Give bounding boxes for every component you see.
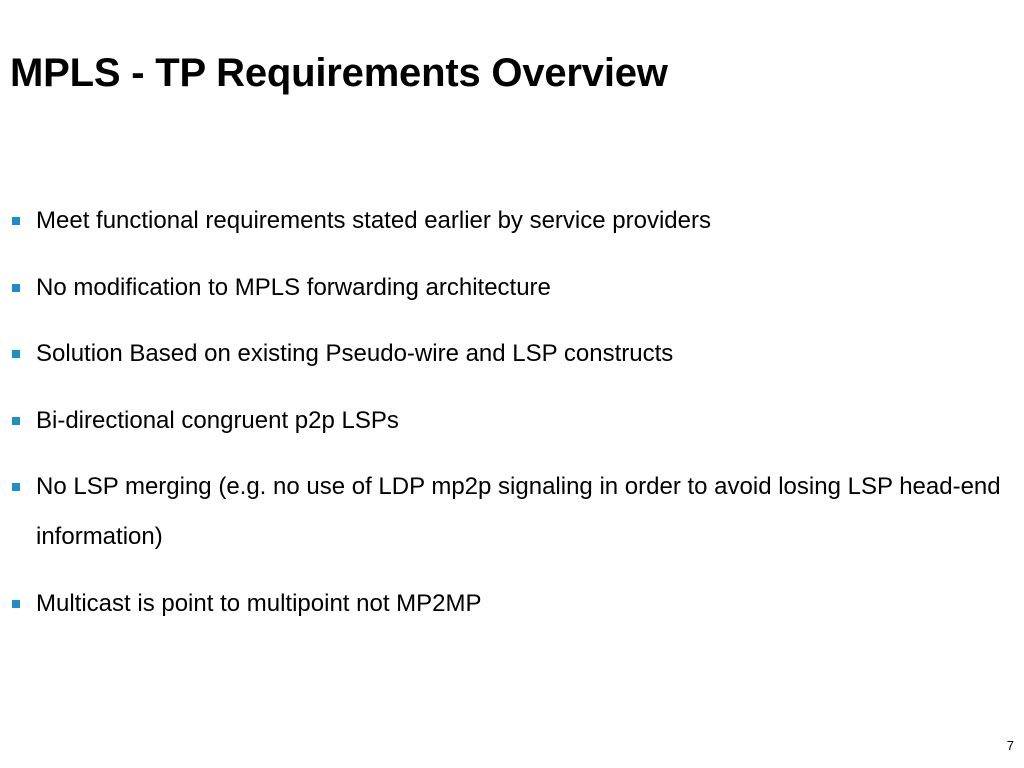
bullet-item bbox=[12, 263, 1007, 313]
bullet-item bbox=[12, 196, 1007, 246]
bullet-list bbox=[12, 196, 1007, 645]
bullet-item bbox=[12, 462, 1007, 562]
bullet-item bbox=[12, 329, 1007, 379]
square-bullet-icon bbox=[12, 284, 20, 292]
square-bullet-icon bbox=[12, 600, 20, 608]
square-bullet-icon bbox=[12, 417, 20, 425]
square-bullet-icon bbox=[12, 350, 20, 358]
slide-title: MPLS - TP Requirements Overview bbox=[10, 51, 668, 95]
page-number: 7 bbox=[1006, 738, 1014, 753]
bullet-text: Bi-directional congruent p2p LSPs bbox=[36, 406, 399, 434]
bullet-item bbox=[12, 579, 1007, 629]
bullet-text: No modification to MPLS forwarding architecture bbox=[36, 273, 551, 301]
bullet-text: Meet functional requirements stated earlier by service providers bbox=[36, 207, 711, 234]
square-bullet-icon bbox=[12, 483, 20, 491]
bullet-text: Solution Based on existing Pseudo-wire and LSP constructs bbox=[36, 340, 674, 367]
bullet-item bbox=[12, 396, 1007, 446]
bullet-text: No LSP merging (e.g. no use of LDP mp2p signaling in order to avoid losing LSP head-end information) bbox=[36, 473, 1001, 550]
square-bullet-icon bbox=[12, 217, 20, 225]
bullet-text: Multicast is point to multipoint not MP2MP bbox=[36, 589, 482, 617]
